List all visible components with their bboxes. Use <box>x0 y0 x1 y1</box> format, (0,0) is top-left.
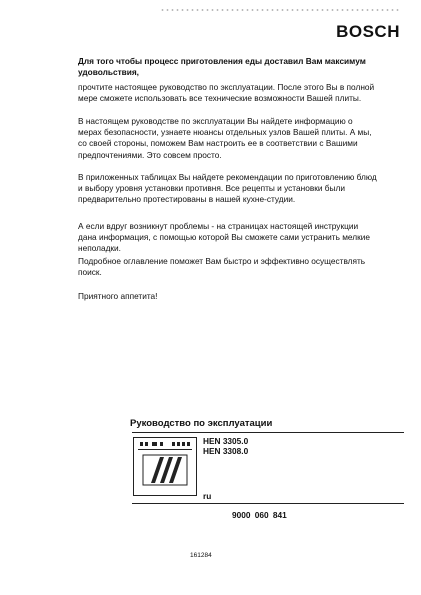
brand-logo: BOSCH <box>336 22 400 41</box>
closing-line: Приятного аппетита! <box>78 291 158 301</box>
manual-title: Руководство по эксплуатации <box>130 418 273 429</box>
paragraph-3: В приложенных таблицах Вы найдете рекомендации по приготовлению блюд и выбору уровня установки противня. Все рецепты и установки были предварительно протестированы в нашей кухне-студии. <box>78 172 377 205</box>
decorative-dot-strip <box>160 8 400 12</box>
model-2: HEN 3308.0 <box>203 445 249 456</box>
print-code: 161284 <box>190 552 212 559</box>
title-rule <box>132 432 404 433</box>
bottom-rule <box>132 503 404 504</box>
paragraph-5: Подробное оглавление поможет Вам быстро и эффективно осуществлять поиск. <box>78 256 366 278</box>
paragraph-4: А если вдруг возникнут проблемы - на страницах настоящей инструкции дана информация, с помощью которой Вы сможете сами устранить мелкие неполадки. <box>78 221 370 254</box>
intro-heading: Для того чтобы процесс приготовления еды доставил Вам максимум удовольствия, <box>78 56 366 78</box>
part-number: 9000 060 841 <box>232 510 287 520</box>
language-code: ru <box>203 491 212 501</box>
oven-illustration <box>133 437 197 496</box>
paragraph-1: прочтите настоящее руководство по эксплуатации. После этого Вы в полной мере сможете использовать все технические возможности Вашей плиты. <box>78 82 375 104</box>
paragraph-2: В настоящем руководстве по эксплуатации Вы найдете информацию о мерах безопасности, узнаете нюансы отдельных узлов Вашей плиты. А мы, со своей стороны, поможем Вам настроить ее в соответствии с Вашими предпочтениями. Это совсем просто. <box>78 116 372 160</box>
model-list <box>203 437 248 456</box>
model-1: HEN 3305.0 <box>203 436 249 446</box>
